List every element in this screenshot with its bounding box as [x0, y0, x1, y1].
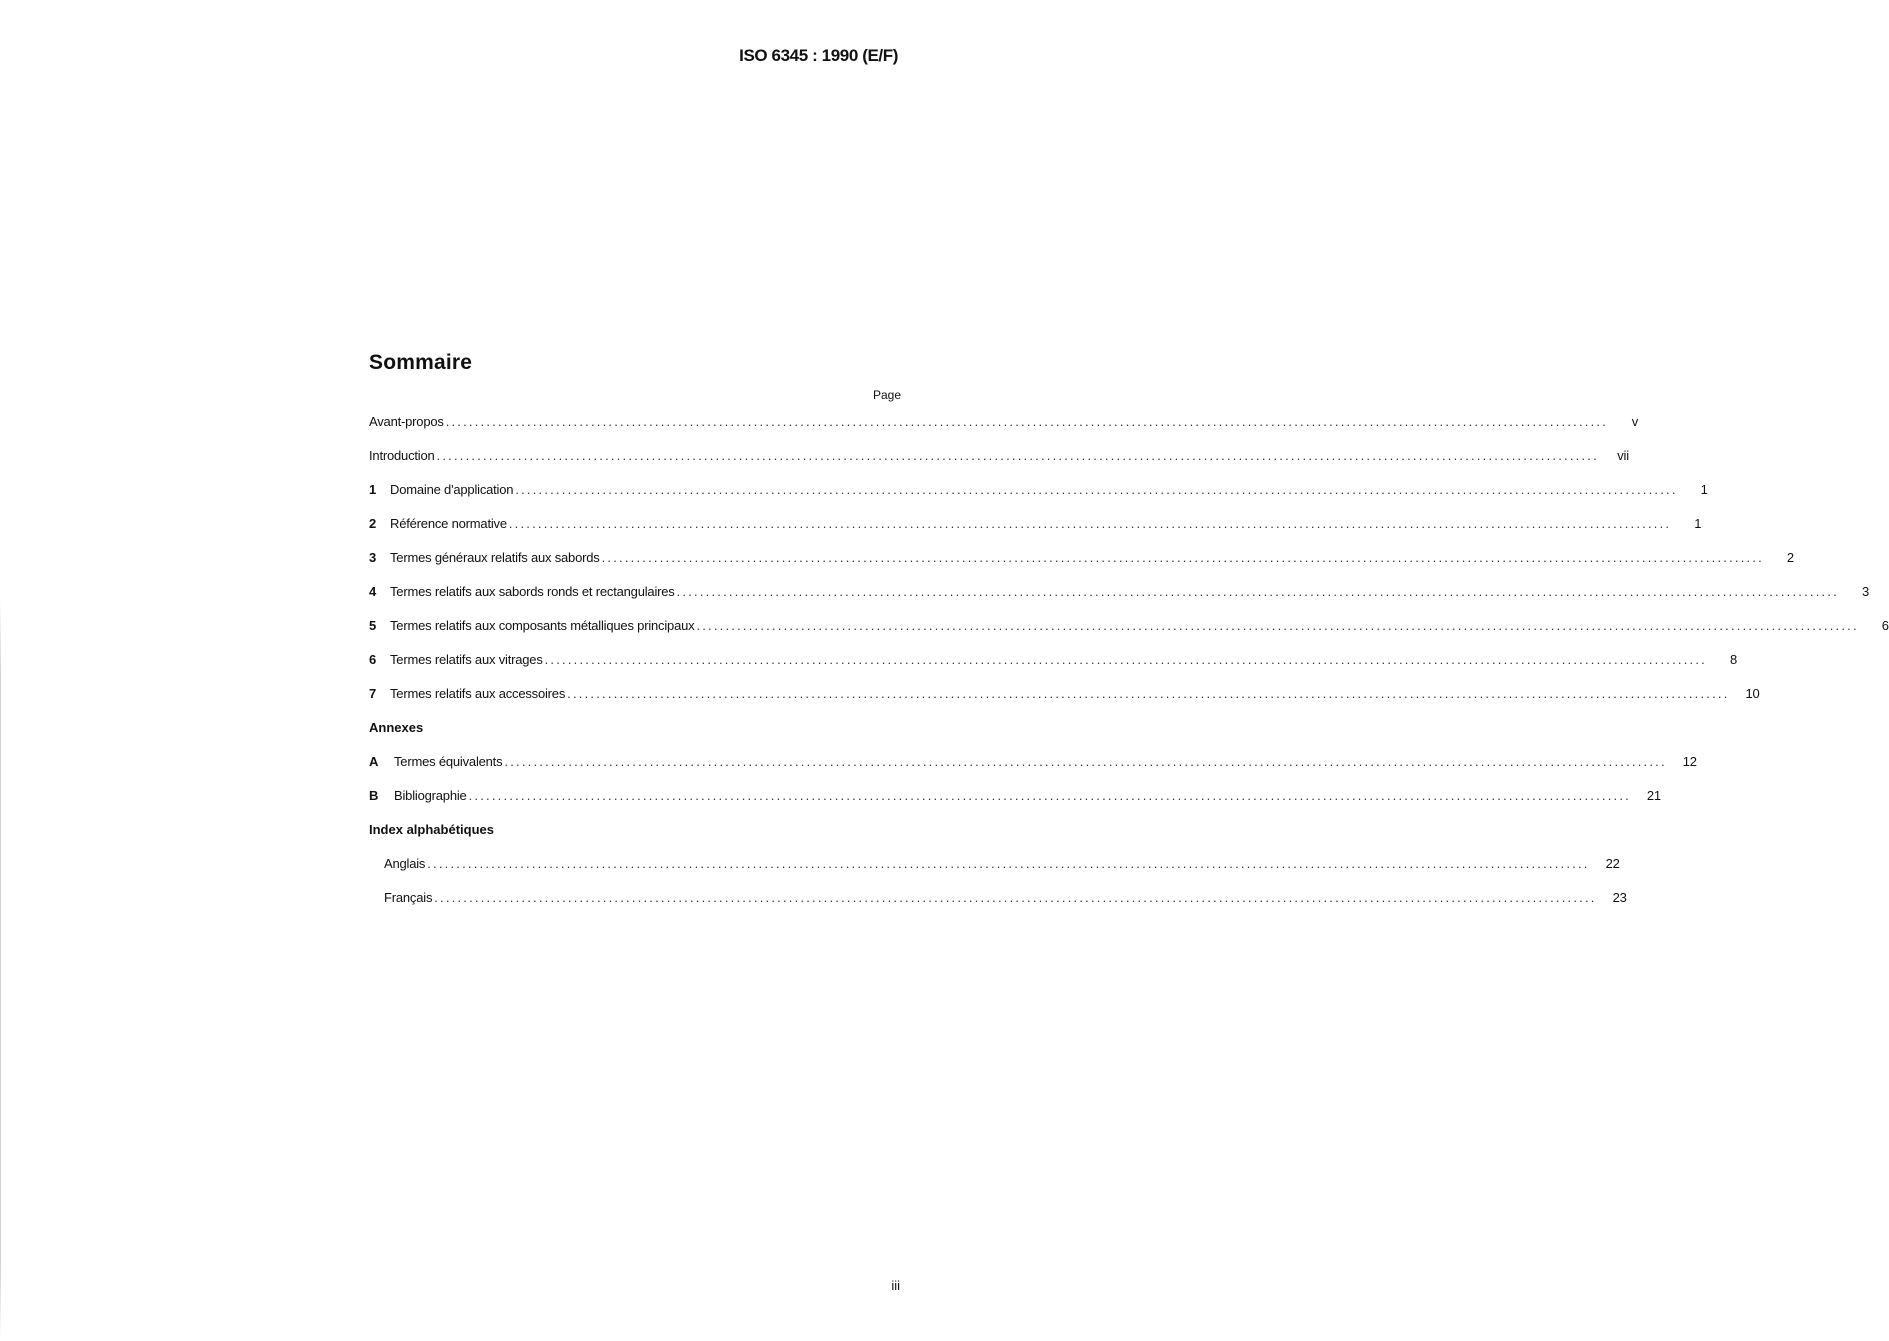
toc-entry-page: 8: [1729, 652, 1737, 667]
leader-dots: ........................................................................................................................................................................................................: [567, 686, 1730, 701]
toc-entry-label: Termes généraux relatifs aux sabords: [390, 550, 600, 565]
toc-title: Sommaire: [369, 351, 473, 374]
toc-entry-clause-5[interactable]: [369, 617, 1889, 651]
leader-dots: ........................................................................................................................................................................................................: [468, 788, 1631, 803]
page-column-label: Page: [872, 388, 901, 402]
toc-entry-label: Termes relatifs aux composants métalliques principaux: [390, 618, 695, 633]
toc-entry-page: 1: [1700, 482, 1708, 497]
toc-entry-label: Termes relatifs aux sabords ronds et rectangulaires: [390, 584, 675, 599]
clause-number: 6: [369, 652, 377, 667]
page-number: iii: [891, 1278, 900, 1293]
leader-dots: ........................................................................................................................................................................................................: [515, 482, 1678, 497]
leader-dots: ........................................................................................................................................................................................................: [427, 856, 1590, 871]
clause-number: 3: [369, 550, 377, 565]
toc-entry-page: vii: [1617, 448, 1629, 463]
toc-entry-page: 6: [1881, 618, 1889, 633]
clause-number: 1: [369, 482, 377, 497]
leader-dots: ........................................................................................................................................................................................................: [696, 618, 1859, 633]
toc-entry-page: 10: [1745, 686, 1760, 701]
toc-entry-clause-7[interactable]: [369, 685, 1760, 719]
toc-entry-label: Domaine d'application: [390, 482, 514, 497]
toc-entry-clause-2[interactable]: [369, 515, 1702, 549]
toc-entry-page: v: [1631, 414, 1639, 429]
toc-entry-clause-1[interactable]: [369, 481, 1708, 515]
leader-dots: ........................................................................................................................................................................................................: [601, 550, 1764, 565]
annex-letter: A: [369, 754, 379, 769]
toc-entry-annex-b[interactable]: [369, 787, 1661, 821]
toc-list: [369, 413, 1889, 923]
toc-entry-page: 12: [1682, 754, 1697, 769]
toc-entry-label: Anglais: [384, 856, 426, 871]
toc-entry-label: Termes relatifs aux accessoires: [390, 686, 566, 701]
leader-dots: ........................................................................................................................................................................................................: [508, 516, 1672, 531]
leader-dots: ........................................................................................................................................................................................................: [434, 890, 1597, 905]
toc-entry-label: Avant-propos: [369, 414, 444, 429]
toc-entry-index-francais[interactable]: [369, 889, 1627, 923]
clause-number: 4: [369, 584, 377, 599]
toc-entry-page: 22: [1605, 856, 1620, 871]
toc-entry-clause-3[interactable]: [369, 549, 1794, 583]
leader-dots: ........................................................................................................................................................................................................: [445, 414, 1609, 429]
leader-dots: ........................................................................................................................................................................................................: [504, 754, 1667, 769]
leader-dots: ........................................................................................................................................................................................................: [544, 652, 1707, 667]
clause-number: 7: [369, 686, 377, 701]
toc-entry-label: Introduction: [369, 448, 435, 463]
annexes-heading: Annexes: [369, 720, 424, 735]
toc-entry-page: 1: [1694, 516, 1702, 531]
annex-letter: B: [369, 788, 379, 803]
scan-edge-line: [0, 600, 1, 1340]
table-of-contents: [369, 346, 1889, 923]
toc-entry-page: 2: [1786, 550, 1794, 565]
leader-dots: ........................................................................................................................................................................................................: [436, 448, 1599, 463]
toc-entry-page: 23: [1612, 890, 1627, 905]
toc-entry-annex-a[interactable]: [369, 753, 1697, 787]
toc-entry-label: Termes relatifs aux vitrages: [390, 652, 543, 667]
document-identifier: ISO 6345 : 1990 (E/F): [739, 46, 898, 65]
toc-entry-clause-4[interactable]: [369, 583, 1869, 617]
toc-entry-clause-6[interactable]: [369, 651, 1737, 685]
toc-entry-page: 3: [1861, 584, 1869, 599]
leader-dots: ........................................................................................................................................................................................................: [676, 584, 1839, 599]
toc-entry-introduction[interactable]: [369, 447, 1629, 481]
toc-entry-label: Référence normative: [390, 516, 507, 531]
clause-number: 2: [369, 516, 377, 531]
index-heading: Index alphabétiques: [369, 822, 494, 837]
toc-entry-avant-propos[interactable]: [369, 413, 1639, 447]
toc-entry-label: Termes équivalents: [394, 754, 503, 769]
toc-entry-index-anglais[interactable]: [369, 855, 1620, 889]
toc-entry-label: Bibliographie: [394, 788, 467, 803]
toc-entry-label: Français: [384, 890, 433, 905]
clause-number: 5: [369, 618, 377, 633]
toc-entry-page: 21: [1646, 788, 1661, 803]
